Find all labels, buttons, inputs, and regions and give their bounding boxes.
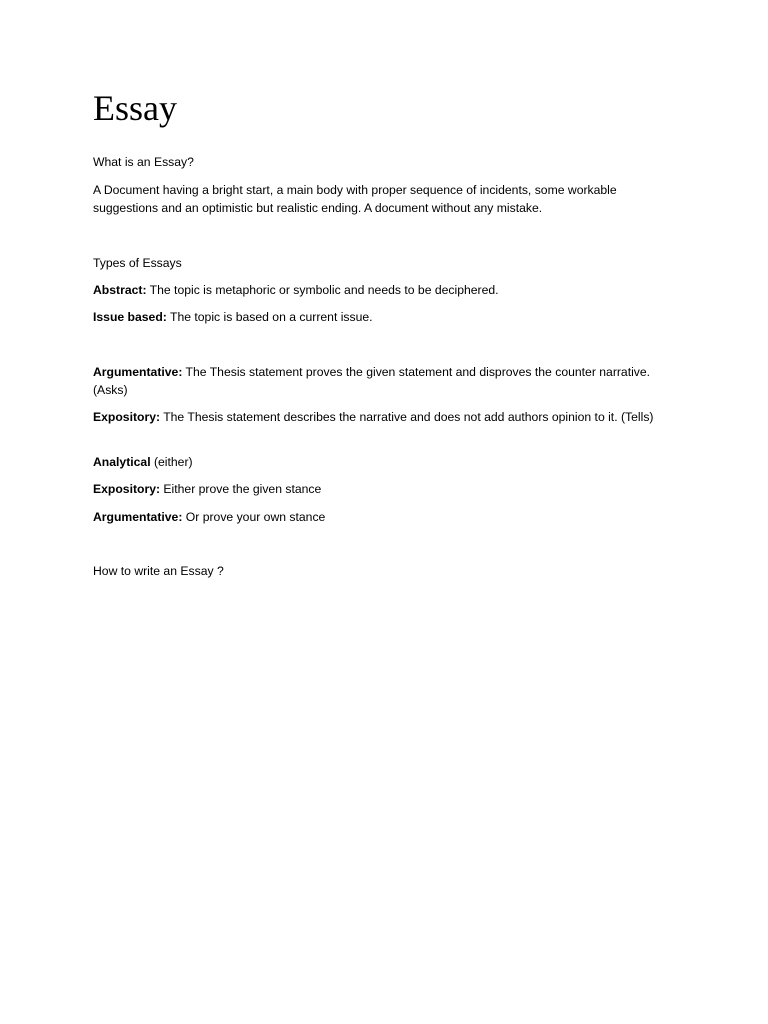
essay-definition: A Document having a bright start, a main body with proper sequence of incidents, some workable suggestions and an optimistic but realistic ending. A document without any mistake. xyxy=(93,183,617,215)
question-what-is-essay: What is an Essay? xyxy=(93,155,194,169)
expository-label-1: Expository: xyxy=(93,410,161,424)
analytical-label: Analytical xyxy=(93,455,151,469)
abstract-text: The topic is metaphoric or symbolic and needs to be deciphered. xyxy=(146,283,499,297)
argumentative-label-1: Argumentative: xyxy=(93,365,183,379)
analytical-text: (either) xyxy=(150,455,193,469)
analytical-item xyxy=(93,453,673,471)
argumentative-item-2 xyxy=(93,508,673,526)
expository-item-1 xyxy=(93,408,673,426)
argumentative-item-1 xyxy=(93,363,673,399)
expository-text-1: The Thesis statement describes the narrative and does not add authors opinion to it. (Tells) xyxy=(160,410,654,424)
argumentative-text-1: The Thesis statement proves the given statement and disproves the counter narrative. (Asks) xyxy=(93,365,651,397)
issue-based-text: The topic is based on a current issue. xyxy=(166,310,373,324)
page-title: Essay xyxy=(93,88,177,128)
abstract-label: Abstract: xyxy=(93,283,147,297)
types-heading: Types of Essays xyxy=(93,256,182,270)
expository-label-2: Expository: xyxy=(93,482,161,496)
argumentative-label-2: Argumentative: xyxy=(93,510,183,524)
abstract-item xyxy=(93,281,673,299)
issue-based-item xyxy=(93,308,673,326)
issue-based-label: Issue based: xyxy=(93,310,167,324)
argumentative-text-2: Or prove your own stance xyxy=(182,510,326,524)
how-to-write-heading: How to write an Essay ? xyxy=(93,564,224,578)
expository-item-2 xyxy=(93,480,673,498)
expository-text-2: Either prove the given stance xyxy=(160,482,322,496)
